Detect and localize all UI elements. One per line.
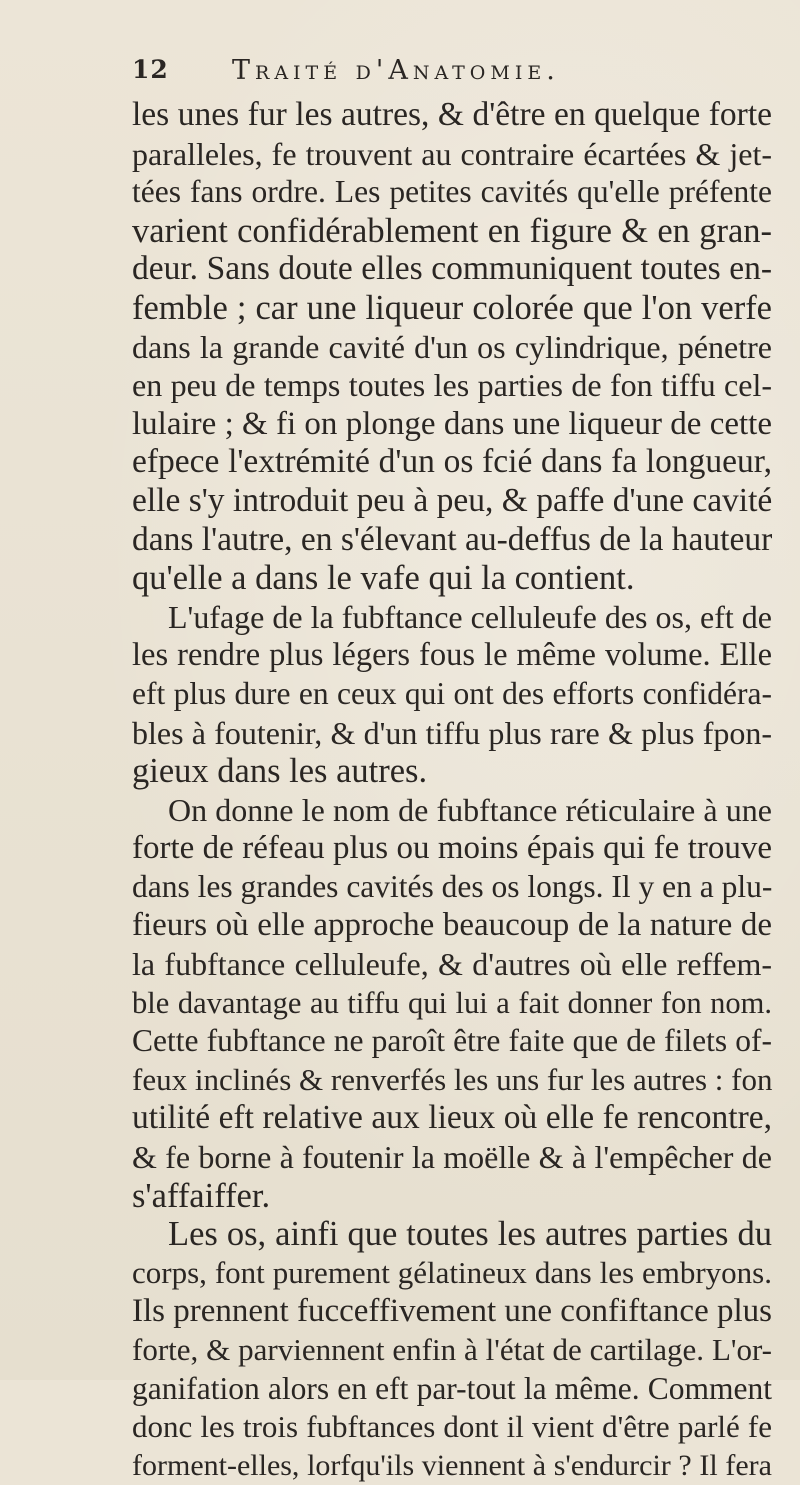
text-line: paralleles, fe trouvent au contraire écartées & jet- xyxy=(132,135,772,172)
text-line: Cette fubftance ne paroît être faite que de filets of- xyxy=(132,1023,772,1059)
text-line: fieurs où elle approche beaucoup de la nature de xyxy=(132,907,772,944)
text-line: lulaire ; & fi on plonge dans une liqueur de cette xyxy=(132,405,772,442)
text-line: L'ufage de la fubftance celluleufe des os, eft de xyxy=(168,598,772,635)
running-title: Traité d'Anatomie. xyxy=(232,55,560,86)
text-line: eft plus dure en ceux qui ont des efforts confidéra- xyxy=(132,675,772,711)
text-line: la fubftance celluleufe, & d'autres où elle reffem- xyxy=(132,946,772,983)
text-line: deur. Sans doute elles communiquent toutes en- xyxy=(132,250,772,288)
text-line: On donne le nom de fubftance réticulaire à une xyxy=(168,791,772,828)
page-header xyxy=(132,55,772,95)
text-line: feux inclinés & renverfés les uns fur les autres : fon xyxy=(132,1061,773,1097)
text-line: donc les trois fubftances dont il vient d'être parlé fe xyxy=(132,1409,772,1445)
text-line: en peu de temps toutes les parties de fon tiffu cel- xyxy=(132,367,772,404)
text-line: elle s'y introduit peu à peu, & paffe d'une cavité xyxy=(132,481,773,519)
text-line: & fe borne à foutenir la moëlle & à l'empêcher de xyxy=(132,1139,772,1176)
text-line: femble ; car une liqueur colorée que l'on verfe xyxy=(132,288,772,327)
page-number: 12 xyxy=(132,55,169,84)
text-line: bles à foutenir, & d'un tiffu plus rare & plus fpon- xyxy=(132,714,772,751)
text-line: dans la grande cavité d'un os cylindrique, pénetre xyxy=(132,328,772,365)
text-line: forte de réfeau plus ou moins épais qui fe trouve xyxy=(132,830,772,867)
text-line: corps, font purement gélatineux dans les embryons. xyxy=(132,1254,772,1290)
text-line: varient confidérablement en figure & en gran- xyxy=(132,211,772,250)
text-line: les rendre plus légers fous le même volume. Elle xyxy=(132,637,772,674)
body-text xyxy=(132,96,772,1485)
text-line: utilité eft relative aux lieux où elle fe rencontre, xyxy=(132,1099,772,1137)
text-line: gieux dans les autres. xyxy=(132,752,428,791)
text-line: s'affaiffer. xyxy=(132,1176,271,1215)
text-line: dans les grandes cavités des os longs. Il y en a plu- xyxy=(132,868,773,904)
text-line: Les os, ainfi que toutes les autres parties du xyxy=(168,1215,772,1254)
text-line: tées fans ordre. Les petites cavités qu'elle préfente xyxy=(132,174,772,210)
text-line: forte, & parviennent enfin à l'état de cartilage. L'or- xyxy=(132,1332,772,1367)
text-line: Ils prennent fucceffivement une confiftance plus xyxy=(132,1293,772,1330)
text-line: ganifation alors en eft par-tout la même. Comment xyxy=(132,1370,772,1406)
text-line: qu'elle a dans le vafe qui la contient. xyxy=(132,559,635,598)
text-line: dans l'autre, en s'élevant au-deffus de la hauteur xyxy=(132,520,773,558)
text-line: efpece l'extrémité d'un os fcié dans fa longueur, xyxy=(132,443,772,481)
text-line: les unes fur les autres, & d'être en quelque forte xyxy=(132,96,772,133)
text-line: forment-elles, lorfqu'ils viennent à s'endurcir ? Il fera xyxy=(132,1448,772,1482)
text-line: ble davantage au tiffu qui lui a fait donner fon nom. xyxy=(132,985,772,1020)
